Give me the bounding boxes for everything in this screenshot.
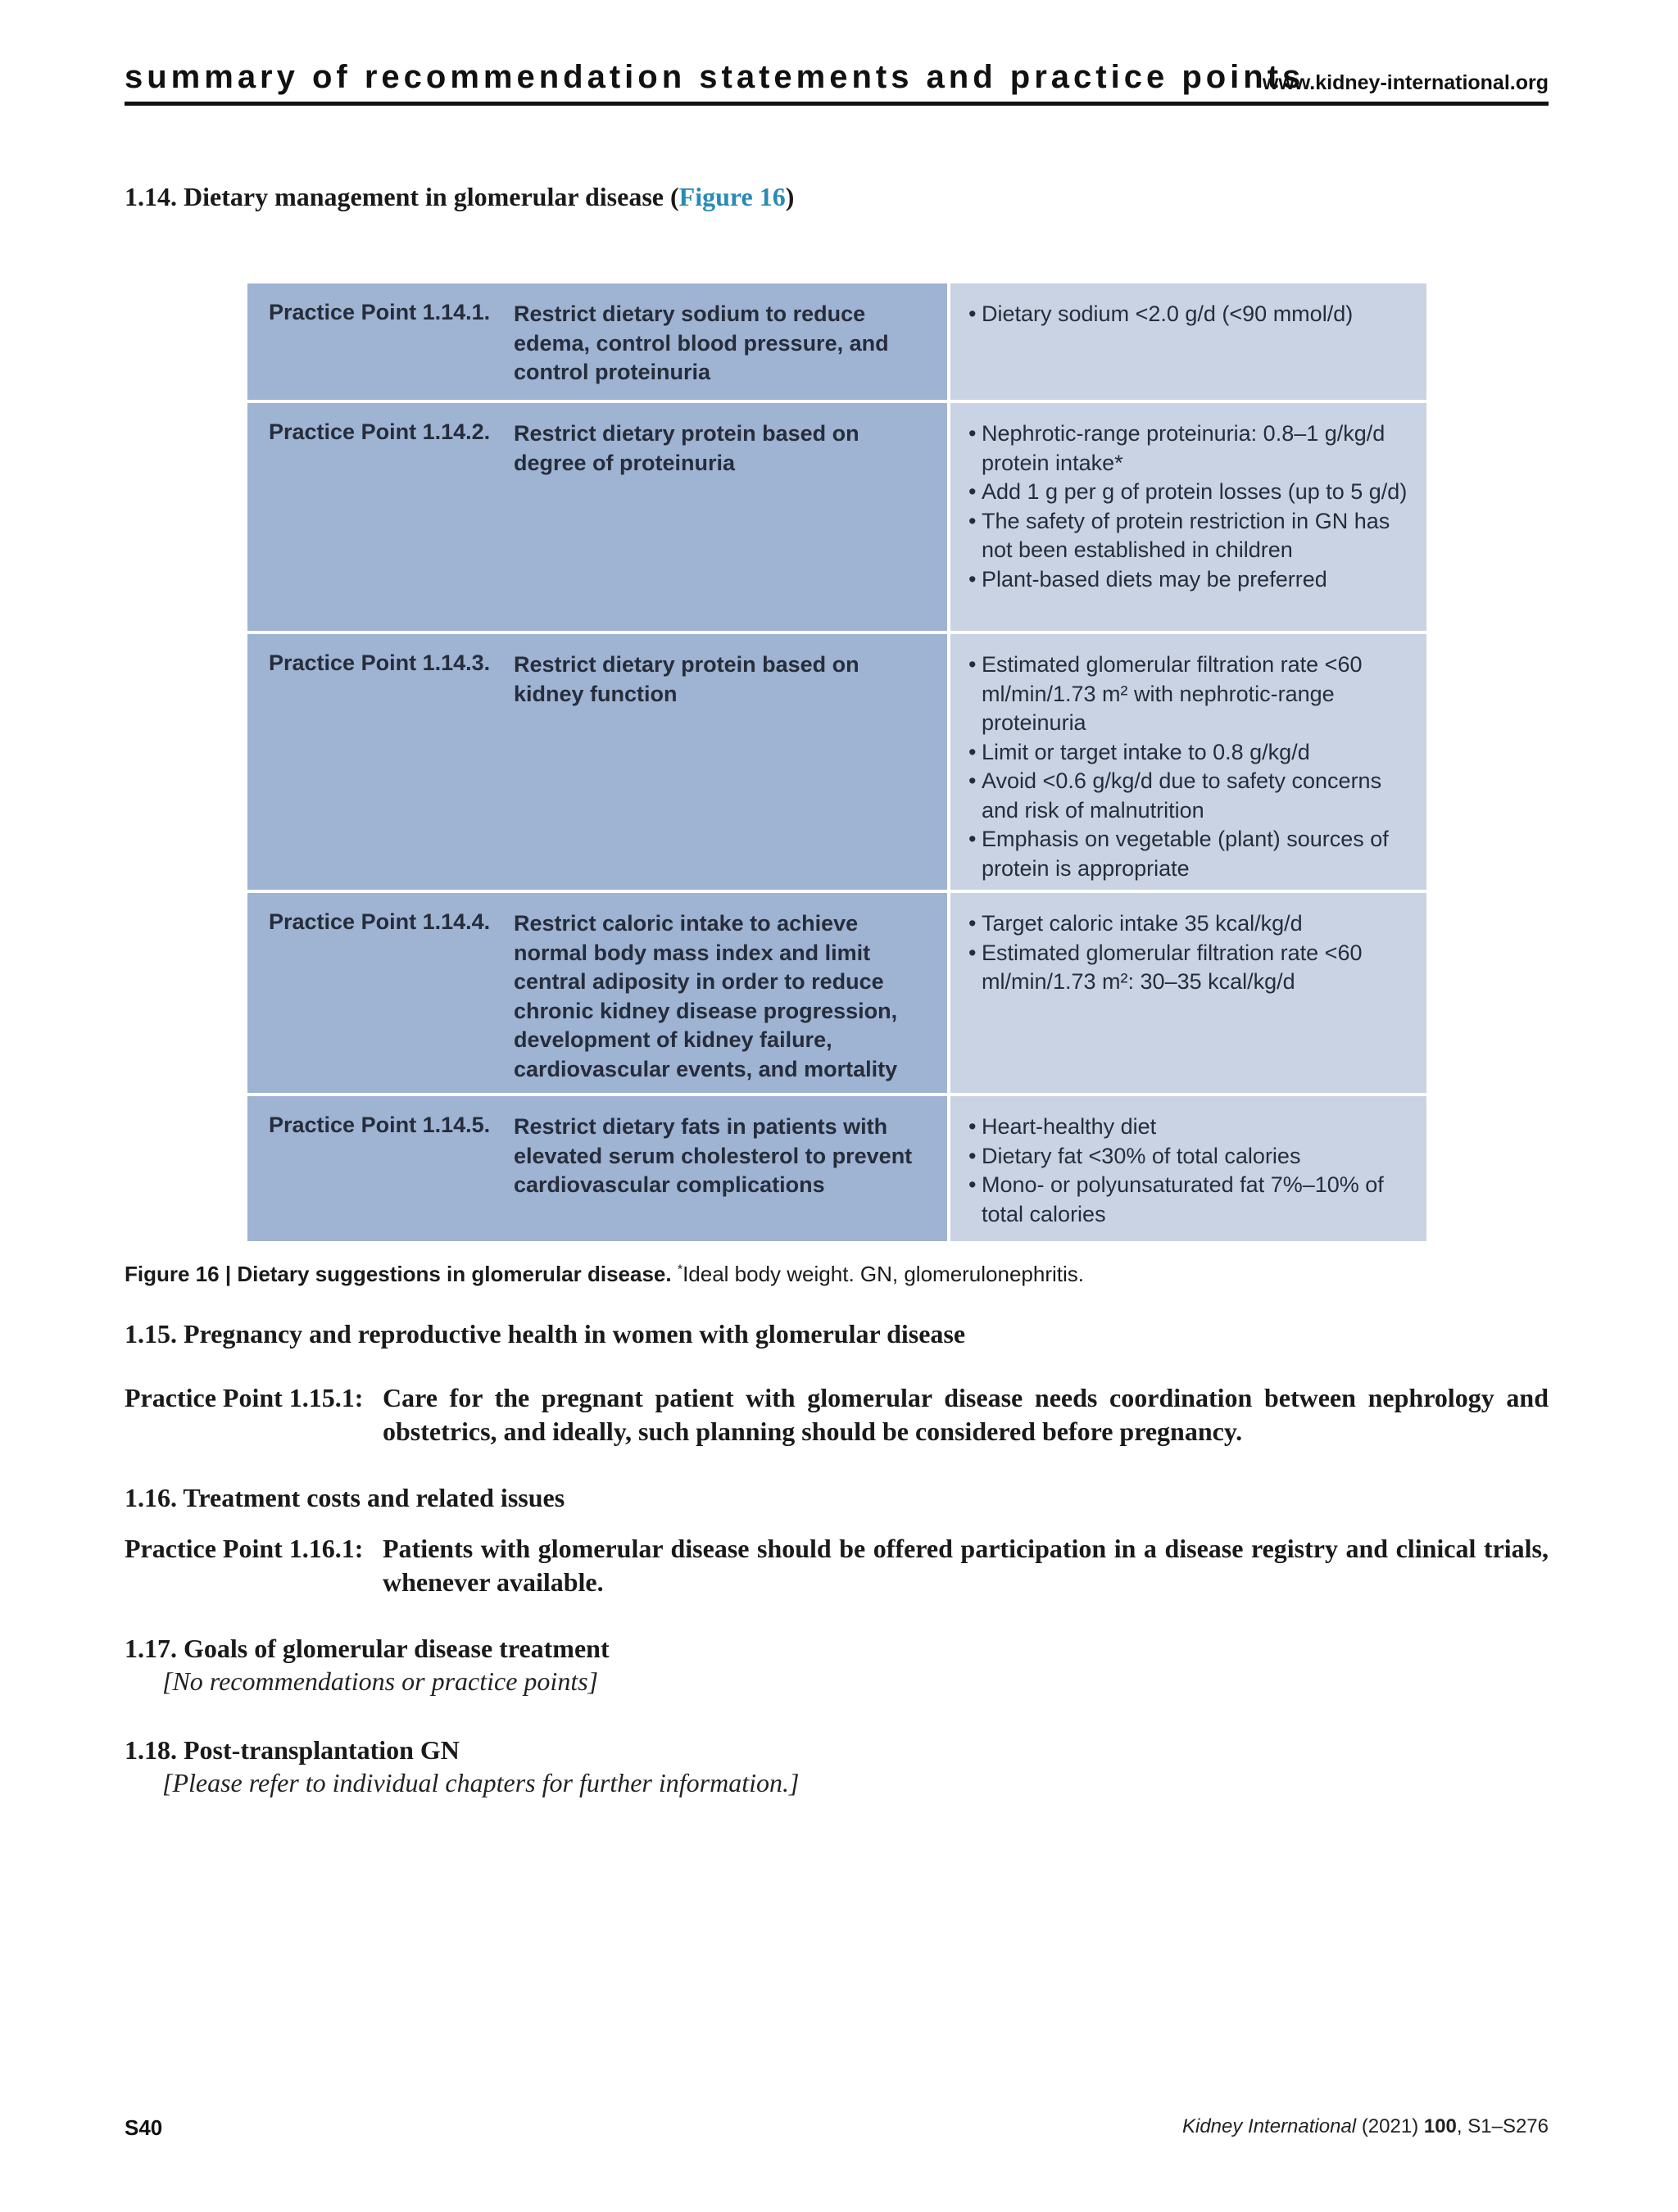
suggestion-item: • Nephrotic-range proteinuria: 0.8–1 g/kg/d protein intake*: [968, 419, 1419, 478]
running-header-title: summary of recommendation statements and practice points: [125, 59, 1305, 95]
practice-point-id: Practice Point 1.14.2.: [269, 419, 491, 444]
suggestion-cell: [950, 403, 1426, 631]
suggestion-item: • The safety of protein restriction in GN has not been established in children: [968, 507, 1419, 565]
table-row: [247, 893, 1426, 1093]
practice-point-statement: Restrict dietary protein based on degree of proteinuria: [514, 421, 859, 475]
practice-point-label: Practice Point 1.15.1:: [125, 1383, 364, 1412]
journal-year: (2021): [1361, 2115, 1419, 2137]
journal-pages: , S1–S276: [1456, 2115, 1549, 2137]
figure-caption-label: Figure 16 | Dietary suggestions in glomerular disease.: [125, 1262, 672, 1286]
suggestion-list: [968, 1113, 1419, 1229]
practice-point-statement: Restrict dietary sodium to reduce edema, control blood pressure, and control proteinuria: [514, 301, 889, 384]
section-heading-1-16: 1.16. Treatment costs and related issues: [125, 1483, 565, 1512]
suggestion-item: • Plant-based diets may be preferred: [968, 565, 1419, 595]
section-heading-1-15: 1.15. Pregnancy and reproductive health in women with glomerular disease: [125, 1319, 966, 1349]
suggestion-list: [968, 300, 1419, 329]
section-heading-1-17: 1.17. Goals of glomerular disease treatment: [125, 1634, 610, 1663]
suggestion-item: • Estimated glomerular filtration rate <60 ml/min/1.73 m²: 30–35 kcal/kg/d: [968, 939, 1419, 997]
practice-point-statement: Restrict caloric intake to achieve normal body mass index and limit central adiposity in order to reduce chronic kidney disease progression, development of kidney failure, cardiovascular events, and mortality: [514, 911, 898, 1081]
table-row: [247, 403, 1426, 631]
suggestion-item: • Avoid <0.6 g/kg/d due to safety concerns and risk of malnutrition: [968, 767, 1419, 825]
suggestion-cell: [950, 1096, 1426, 1241]
figure-16-link[interactable]: Figure 16: [678, 182, 786, 211]
practice-point-cell: [247, 634, 947, 890]
practice-point-label: Practice Point 1.16.1:: [125, 1534, 364, 1563]
practice-point-text: Care for the pregnant patient with glomerular disease needs coordination between nephrology and obstetrics, and ideally, such planning should be considered before pregnancy.: [383, 1383, 1549, 1446]
journal-url[interactable]: www.kidney-international.org: [1262, 71, 1549, 94]
practice-point-statement: Restrict dietary protein based on kidney function: [514, 652, 859, 706]
practice-point-id: Practice Point 1.14.5.: [269, 1113, 491, 1137]
suggestion-list: [968, 419, 1419, 594]
table-row: [247, 1096, 1426, 1241]
journal-name: Kidney International: [1181, 2115, 1357, 2137]
figure-16-table: [247, 283, 1426, 1241]
journal-citation: [1182, 2115, 1549, 2138]
table-row: [247, 283, 1426, 400]
section-heading-1-18: 1.18. Post-transplantation GN: [125, 1735, 460, 1765]
section-heading-1-14: [125, 182, 794, 212]
suggestion-cell: [950, 893, 1426, 1093]
suggestion-list: [968, 909, 1419, 997]
suggestion-item: • Mono- or polyunsaturated fat 7%–10% of total calories: [968, 1171, 1419, 1229]
suggestion-item: • Heart-healthy diet: [968, 1113, 1419, 1142]
suggestion-item: • Estimated glomerular filtration rate <60 ml/min/1.73 m² with nephrotic-range proteinuria: [968, 650, 1419, 738]
practice-point-cell: [247, 893, 947, 1093]
practice-point-cell: [247, 1096, 947, 1241]
footnote-mark: *: [677, 1262, 683, 1277]
practice-point-1-15-1: [125, 1381, 1549, 1448]
practice-point-id: Practice Point 1.14.1.: [269, 300, 491, 324]
suggestion-item: • Limit or target intake to 0.8 g/kg/d: [968, 738, 1419, 768]
suggestion-item: • Target caloric intake 35 kcal/kg/d: [968, 909, 1419, 939]
suggestion-item: • Dietary fat <30% of total calories: [968, 1142, 1419, 1172]
section-heading-close: ): [785, 182, 795, 211]
suggestion-item: • Add 1 g per g of protein losses (up to 5 g/d): [968, 478, 1419, 507]
section-note: [Please refer to individual chapters for further information.]: [162, 1768, 800, 1797]
practice-point-cell: [247, 283, 947, 400]
suggestion-cell: [950, 634, 1426, 890]
practice-point-text: Patients with glomerular disease should be offered participation in a disease registry and clinical trials, whenever available.: [383, 1534, 1549, 1597]
section-heading-text: 1.14. Dietary management in glomerular disease (: [125, 182, 679, 211]
section-note: [No recommendations or practice points]: [162, 1666, 599, 1696]
figure-caption-text: Ideal body weight. GN, glomerulonephritis.: [683, 1262, 1085, 1286]
practice-point-cell: [247, 403, 947, 631]
suggestion-item: • Dietary sodium <2.0 g/d (<90 mmol/d): [968, 300, 1419, 329]
practice-point-id: Practice Point 1.14.3.: [269, 650, 491, 675]
page-number: S40: [125, 2115, 163, 2140]
practice-point-statement: Restrict dietary fats in patients with elevated serum cholesterol to prevent cardiovascular complications: [514, 1114, 913, 1197]
table-row: [247, 634, 1426, 890]
practice-point-1-16-1: [125, 1532, 1549, 1599]
suggestion-item: • Emphasis on vegetable (plant) sources of protein is appropriate: [968, 825, 1419, 883]
practice-point-id: Practice Point 1.14.4.: [269, 909, 491, 934]
journal-volume: 100: [1423, 2115, 1457, 2137]
suggestion-cell: [950, 283, 1426, 400]
suggestion-list: [968, 650, 1419, 883]
header-rule: [125, 102, 1549, 106]
figure-caption: [125, 1262, 1084, 1287]
